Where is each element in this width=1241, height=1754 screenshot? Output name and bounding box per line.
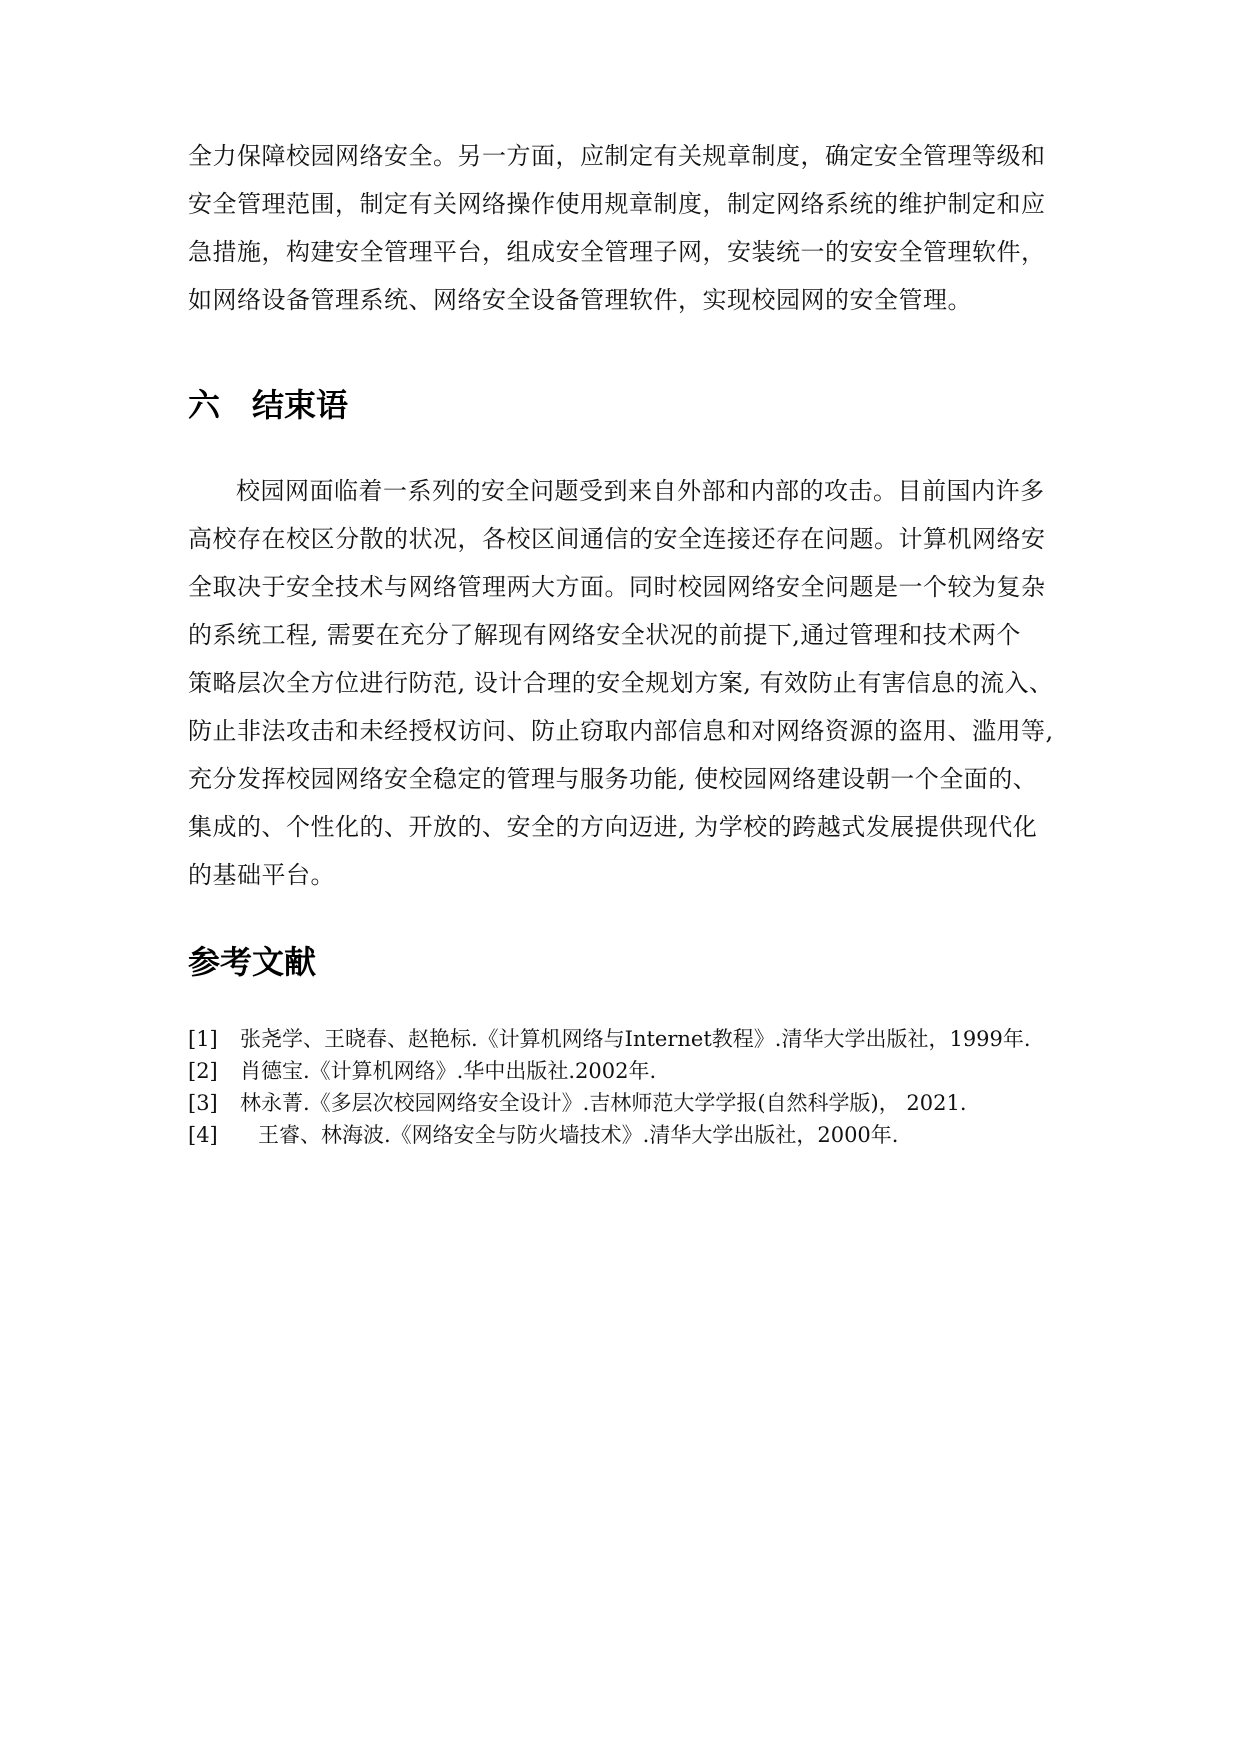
paragraph-line: 全取决于安全技术与网络管理两大方面。同时校园网络安全问题是一个较为复杂 [188,573,1046,601]
paragraph-line: 防止非法攻击和未经授权访问、防止窃取内部信息和对网络资源的盗用、滥用等, [188,717,1054,745]
paragraph-line: 的系统工程, 需要在充分了解现有网络安全状况的前提下,通过管理和技术两个 [188,621,1021,649]
paragraph-line: 的基础平台。 [188,861,335,889]
section-heading-conclusion [188,385,348,425]
references-heading: 参考文献 [188,943,317,981]
reference-list [188,1023,1088,1151]
paragraph-line: 校园网面临着一系列的安全问题受到来自外部和内部的攻击。目前国内许多 [236,477,1045,505]
reference-text: 王睿、林海波.《网络安全与防火墙技术》.清华大学出版社，2000年. [258,1123,899,1147]
paragraph-line: 安全管理范围，制定有关网络操作使用规章制度，制定网络系统的维护制定和应 [188,190,1046,218]
paragraph-line: 全力保障校园网络安全。另一方面，应制定有关规章制度，确定安全管理等级和 [188,142,1046,170]
paragraph-line: 策略层次全方位进行防范, 设计合理的安全规划方案, 有效防止有害信息的流入、 [188,669,1054,697]
paragraph-line: 充分发挥校园网络安全稳定的管理与服务功能, 使校园网络建设朝一个全面的、 [188,765,1038,793]
reference-text: 肖德宝.《计算机网络》.华中出版社.2002年. [240,1059,657,1083]
reference-item [188,1023,1088,1055]
reference-index: [2] [188,1059,218,1083]
reference-text: 张尧学、王晓春、赵艳标.《计算机网络与Internet教程》.清华大学出版社，1999年. [240,1027,1031,1051]
reference-item [188,1087,1088,1119]
conclusion-paragraph [188,467,1058,899]
reference-index: [3] [188,1091,218,1115]
intro-paragraph [188,132,1058,324]
paragraph-line: 高校存在校区分散的状况，各校区间通信的安全连接还存在问题。计算机网络安 [188,525,1046,553]
reference-text: 林永菁.《多层次校园网络安全设计》.吉林师范大学学报(自然科学版)， 2021. [240,1091,967,1115]
section-number: 六 [188,386,221,424]
reference-item [188,1119,1088,1151]
paragraph-line: 集成的、个性化的、开放的、安全的方向迈进, 为学校的跨越式发展提供现代化 [188,813,1038,841]
reference-index: [4] [188,1123,218,1147]
section-title: 结束语 [252,386,349,424]
reference-item [188,1055,1088,1087]
reference-index: [1] [188,1027,218,1051]
paragraph-line: 急措施，构建安全管理平台，组成安全管理子网，安装统一的安安全管理软件， [188,238,1046,266]
paragraph-line: 如网络设备管理系统、网络安全设备管理软件，实现校园网的安全管理。 [188,286,972,314]
